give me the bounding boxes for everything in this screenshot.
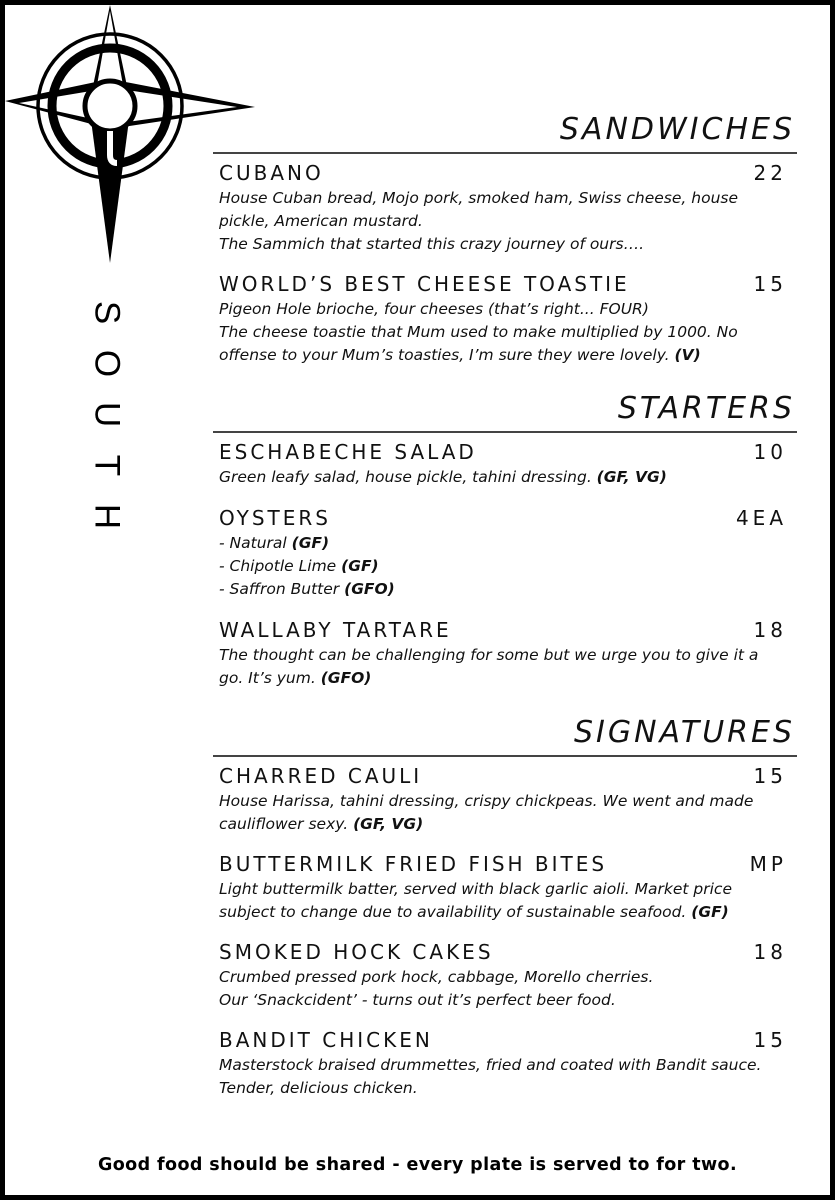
item-description — [213, 532, 797, 601]
brand-letter: U — [87, 401, 127, 428]
item-price: 4EA — [735, 505, 787, 530]
brand-letter: H — [87, 503, 127, 530]
description-line: go. It’s yum. (GFO) — [219, 668, 372, 687]
menu-item-cheese-toastie — [213, 270, 797, 367]
dietary-tag: (GF) — [341, 556, 379, 575]
description-line: The thought can be challenging for some but we urge you to give it a — [219, 645, 759, 664]
dietary-tag: (V) — [674, 345, 701, 364]
item-price: 15 — [753, 271, 787, 296]
item-description — [213, 466, 797, 489]
item-description — [213, 187, 797, 256]
item-price: 10 — [753, 439, 787, 464]
section-signatures — [213, 713, 797, 1100]
description-line: Our ‘Snackcident’ - turns out it’s perfect beer food. — [219, 990, 616, 1009]
item-description — [213, 966, 797, 1012]
description-line: Light buttermilk batter, served with black garlic aioli. Market price — [219, 879, 732, 898]
description-line: pickle, American mustard. — [219, 211, 423, 230]
description-line: House Cuban bread, Mojo pork, smoked ham, Swiss cheese, house — [219, 188, 739, 207]
description-line: - Chipotle Lime (GF) — [219, 556, 379, 575]
dietary-tag: (GF) — [691, 902, 729, 921]
item-price: 15 — [753, 1027, 787, 1052]
description-line: Masterstock braised drummettes, fried and coated with Bandit sauce. — [219, 1055, 762, 1074]
description-line: subject to change due to availability of sustainable seafood. (GF) — [219, 902, 729, 921]
footer-note: Good food should be shared - every plate is served to for two. — [97, 1155, 738, 1175]
item-name: WALLABY TARTARE — [219, 617, 452, 642]
dietary-tag: (GF) — [291, 533, 330, 552]
description-line: Pigeon Hole brioche, four cheeses (that’s right... FOUR) — [219, 299, 649, 318]
section-title: STARTERS — [617, 391, 795, 426]
item-price: MP — [749, 851, 787, 876]
item-name: OYSTERS — [219, 505, 332, 530]
menu-item-wallaby-tartare — [213, 616, 797, 690]
item-name: WORLD’S BEST CHEESE TOASTIE — [219, 271, 630, 296]
dietary-tag: (GF, VG) — [596, 467, 667, 486]
item-description — [213, 298, 797, 367]
item-name: SMOKED HOCK CAKES — [219, 939, 494, 964]
item-price: 15 — [753, 763, 787, 788]
section-starters — [213, 389, 797, 690]
dietary-tag: (GFO) — [344, 579, 395, 598]
description-line: offense to your Mum’s toasties, I’m sure they were lovely. (V) — [219, 345, 701, 364]
brand-letter: S — [87, 300, 127, 325]
menu-item-bandit-chicken — [213, 1026, 797, 1100]
item-name: BUTTERMILK FRIED FISH BITES — [219, 851, 608, 876]
item-name: BANDIT CHICKEN — [219, 1027, 433, 1052]
menu-item-charred-cauli — [213, 762, 797, 836]
brand-letter: T — [87, 454, 127, 477]
item-price: 18 — [753, 939, 787, 964]
menu-item-oysters — [213, 504, 797, 601]
brand-letter: O — [87, 349, 127, 378]
menu-item-smoked-hock-cakes — [213, 938, 797, 1012]
item-name: CHARRED CAULI — [219, 763, 423, 788]
description-line: The Sammich that started this crazy journey of ours…. — [219, 234, 645, 253]
item-price: 22 — [753, 160, 787, 185]
description-line: Green leafy salad, house pickle, tahini dressing. (GF, VG) — [219, 467, 667, 486]
description-line: - Natural (GF) — [219, 533, 330, 552]
item-description — [213, 878, 797, 924]
brand-name-vertical — [87, 287, 127, 542]
item-name: CUBANO — [219, 160, 324, 185]
item-name: ESCHABECHE SALAD — [219, 439, 477, 464]
menu-item-eschabeche-salad — [213, 438, 797, 489]
menu-item-cubano — [213, 159, 797, 256]
description-line: Tender, delicious chicken. — [219, 1078, 418, 1097]
item-description — [213, 644, 797, 690]
section-title: SANDWICHES — [559, 112, 795, 147]
item-price: 18 — [753, 617, 787, 642]
section-sandwiches — [213, 110, 797, 367]
description-line: Crumbed pressed pork hock, cabbage, Morello cherries. — [219, 967, 654, 986]
section-divider — [213, 755, 797, 757]
item-description — [213, 790, 797, 836]
item-description — [213, 1054, 797, 1100]
menu-item-buttermilk-fish-bites — [213, 850, 797, 924]
dietary-tag: (GFO) — [320, 668, 372, 687]
section-title: SIGNATURES — [573, 715, 795, 750]
description-line: House Harissa, tahini dressing, crispy chickpeas. We went and made — [219, 791, 754, 810]
description-line: The cheese toastie that Mum used to make multiplied by 1000. No — [219, 322, 738, 341]
section-divider — [213, 431, 797, 433]
section-divider — [213, 152, 797, 154]
description-line: - Saffron Butter (GFO) — [219, 579, 395, 598]
description-line: cauliflower sexy. (GF, VG) — [219, 814, 424, 833]
dietary-tag: (GF, VG) — [353, 814, 424, 833]
